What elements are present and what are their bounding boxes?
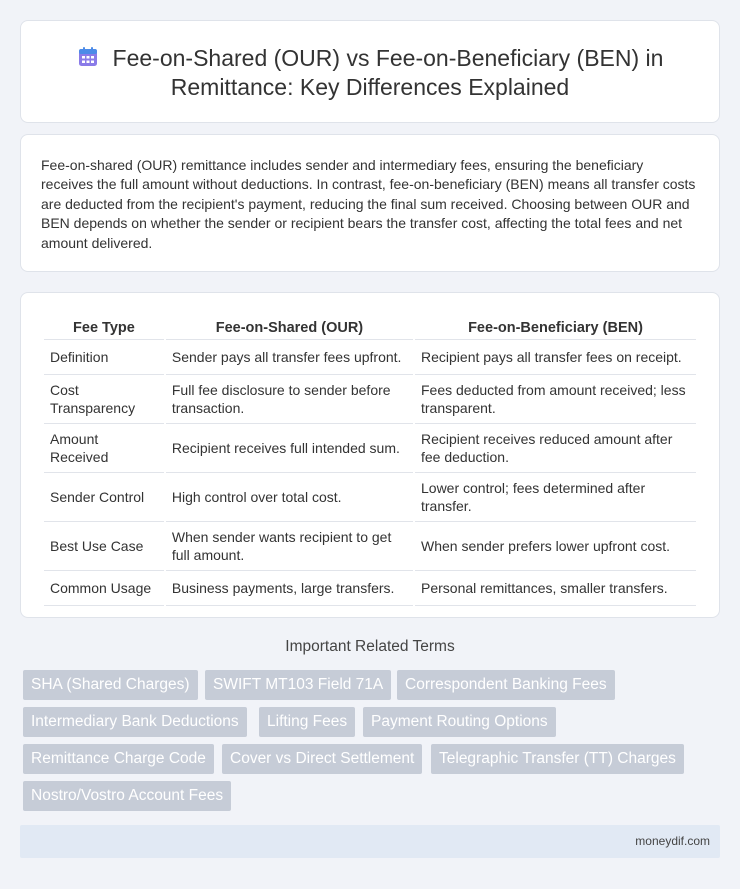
intro-text: Fee-on-shared (OUR) remittance includes sender and intermediary fees, ensuring the beneficiary receives the full amount without deductions. In contrast, fee-on-beneficiary (BEN) means all transfer costs are deducted from the recipient's payment, reducing the final sum received. Choosing between OUR and BEN depends on whether the sender or recipient bears the transfer cost, affecting the total fees and net amount delivered. [41,157,696,251]
row-label: Cost Transparency [44,375,164,424]
ben-cell: Recipient pays all transfer fees on receipt. [415,340,696,375]
table-row [44,473,696,522]
our-cell: Business payments, large transfers. [166,571,413,606]
related-term-tag[interactable]: Correspondent Banking Fees [397,670,615,700]
related-term-tag[interactable]: SHA (Shared Charges) [23,670,198,700]
our-cell: High control over total cost. [166,473,413,522]
related-term-tag[interactable]: Telegraphic Transfer (TT) Charges [431,744,684,774]
row-label: Definition [44,340,164,375]
related-term-tag[interactable]: Lifting Fees [259,707,355,737]
title-line-1: Fee-on-Shared (OUR) vs Fee-on-Beneficiary (BEN) in [112,45,664,71]
row-label: Common Usage [44,571,164,606]
related-terms-title: Important Related Terms [285,638,455,655]
intro-card [20,134,720,272]
calendar-icon [77,46,99,68]
table-row [44,571,696,606]
page-title [21,44,719,102]
ben-cell: When sender prefers lower upfront cost. [415,522,696,571]
comparison-table [42,313,698,606]
table-header-row [44,313,696,340]
ben-cell: Recipient receives reduced amount after fee deduction. [415,424,696,473]
related-term-tag[interactable]: Cover vs Direct Settlement [222,744,422,774]
ben-cell: Lower control; fees determined after transfer. [415,473,696,522]
related-term-tag[interactable]: Remittance Charge Code [23,744,214,774]
table-row [44,522,696,571]
ben-cell: Personal remittances, smaller transfers. [415,571,696,606]
footer [20,825,720,858]
our-cell: When sender wants recipient to get full amount. [166,522,413,571]
related-term-tag[interactable]: Payment Routing Options [363,707,556,737]
row-label: Best Use Case [44,522,164,571]
related-term-tag[interactable]: Intermediary Bank Deductions [23,707,247,737]
column-header-fee-type: Fee Type [44,313,164,340]
our-cell: Recipient receives full intended sum. [166,424,413,473]
title-line-2: Remittance: Key Differences Explained [170,74,570,100]
related-term-tag[interactable]: Nostro/Vostro Account Fees [23,781,231,811]
table-row [44,424,696,473]
ben-cell: Fees deducted from amount received; less transparent. [415,375,696,424]
column-header-our: Fee-on-Shared (OUR) [166,313,413,340]
table-row [44,340,696,375]
row-label: Amount Received [44,424,164,473]
our-cell: Sender pays all transfer fees upfront. [166,340,413,375]
row-label: Sender Control [44,473,164,522]
footer-site-link[interactable]: moneydif.com [635,834,710,848]
column-header-ben: Fee-on-Beneficiary (BEN) [415,313,696,340]
our-cell: Full fee disclosure to sender before transaction. [166,375,413,424]
table-row [44,375,696,424]
title-card [20,20,720,123]
related-term-tag[interactable]: SWIFT MT103 Field 71A [205,670,391,700]
comparison-table-card [20,292,720,618]
